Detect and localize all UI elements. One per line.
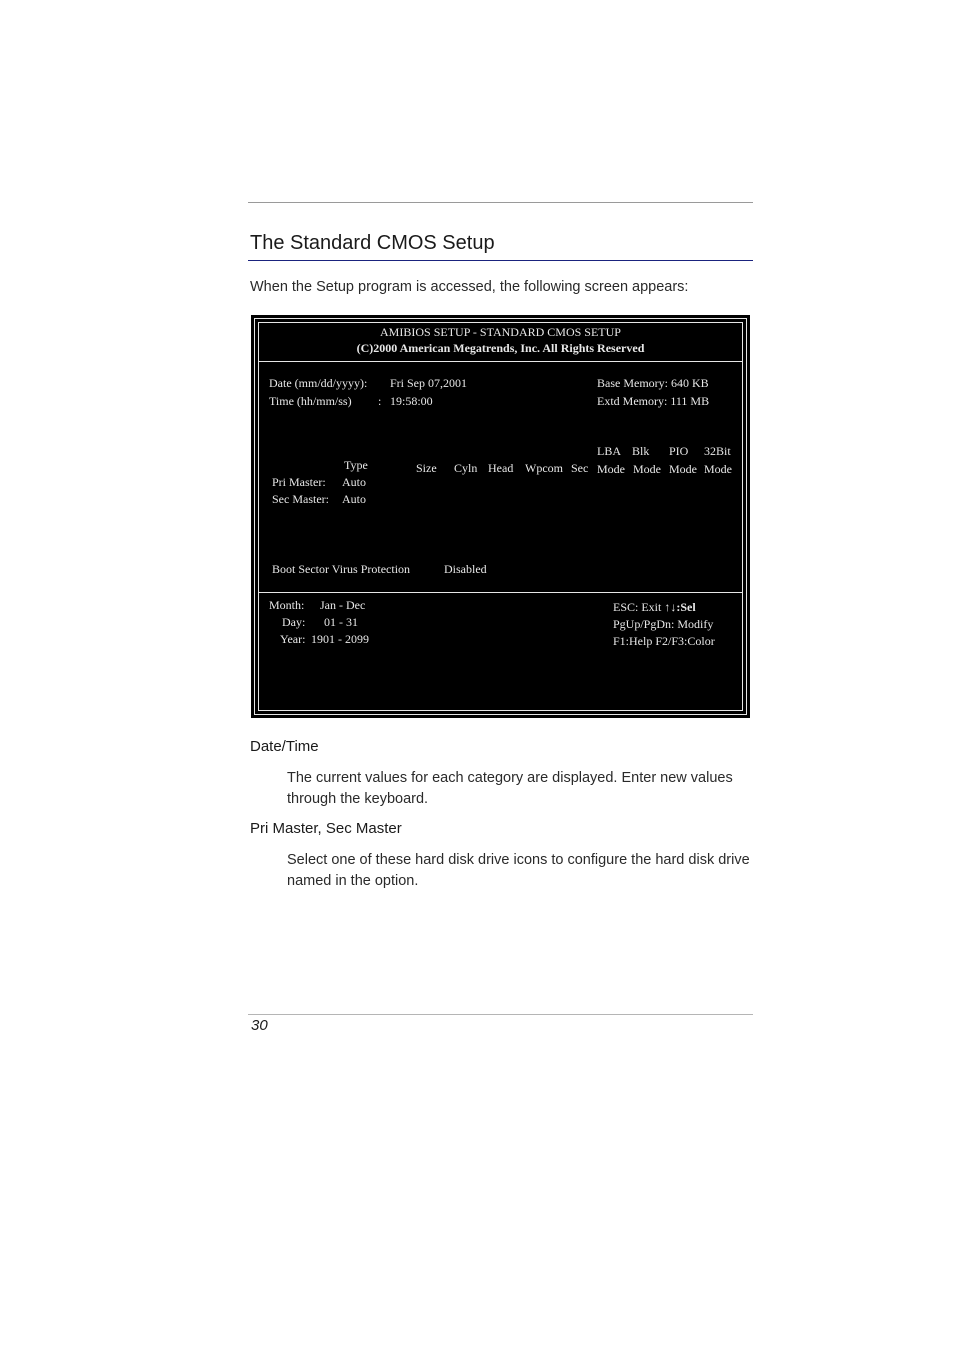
pri-master-value[interactable]: Auto — [342, 475, 366, 489]
year-range: 1901 - 2099 — [311, 632, 369, 646]
arrow-up-down-icon: ↑↓ — [664, 600, 677, 614]
help-f1-f2-f3: F1:Help F2/F3:Color — [613, 634, 715, 648]
page-number: 30 — [251, 1017, 268, 1034]
base-memory: Base Memory: 640 KB — [597, 376, 709, 390]
col-blk: Blk — [632, 444, 650, 458]
day-range: 01 - 31 — [324, 615, 358, 629]
col-32bit: 32Bit — [704, 444, 731, 458]
sec-master-label: Sec Master: — [272, 492, 329, 506]
col-type: Type — [344, 458, 368, 472]
col-lba: LBA — [597, 444, 621, 458]
title-underline — [248, 260, 753, 261]
sec-master-value[interactable]: Auto — [342, 492, 366, 506]
time-label: Time (hh/mm/ss) — [269, 394, 352, 408]
bios-header-divider — [258, 361, 743, 362]
col-blk-mode: Mode — [633, 462, 661, 476]
time-separator: : — [378, 394, 382, 408]
col-lba-mode: Mode — [597, 462, 625, 476]
time-value[interactable]: 19:58:00 — [390, 394, 433, 408]
bios-header-copyright: (C)2000 American Megatrends, Inc. All Rights Reserved — [356, 341, 645, 355]
help-esc-label: ESC: Exit — [613, 600, 662, 614]
month-range: Jan - Dec — [320, 598, 366, 612]
pri-master-label: Pri Master: — [272, 475, 326, 489]
col-pio: PIO — [669, 444, 689, 458]
extd-memory: Extd Memory: 111 MB — [597, 394, 710, 408]
date-value[interactable]: Fri Sep 07,2001 — [390, 376, 468, 390]
year-label: Year: — [280, 632, 306, 646]
help-pgup-pgdn: PgUp/PgDn: Modify — [613, 617, 714, 631]
col-32bit-mode: Mode — [704, 462, 732, 476]
section-heading-date-time: Date/Time — [250, 738, 319, 755]
month-label: Month: — [269, 598, 305, 612]
col-cyln: Cyln — [454, 461, 478, 475]
boot-sector-label: Boot Sector Virus Protection — [272, 562, 411, 576]
bios-header-title: AMIBIOS SETUP - STANDARD CMOS SETUP — [380, 325, 621, 339]
top-divider — [248, 202, 753, 203]
boot-sector-value[interactable]: Disabled — [444, 562, 487, 576]
bottom-divider — [248, 1014, 753, 1015]
bios-screen — [251, 315, 750, 718]
col-wpcom: Wpcom — [525, 461, 563, 475]
help-esc-exit — [613, 600, 696, 614]
date-label: Date (mm/dd/yyyy): — [269, 376, 368, 390]
bios-footer-divider — [258, 592, 743, 593]
section-text-date-time: The current values for each category are displayed. Enter new values through the keyboard. — [287, 770, 733, 807]
col-sec: Sec — [571, 461, 589, 475]
section-heading-pri-sec-master: Pri Master, Sec Master — [250, 820, 402, 837]
col-pio-mode: Mode — [669, 462, 697, 476]
intro-text: When the Setup program is accessed, the following screen appears: — [250, 279, 689, 295]
help-sel-label: :Sel — [676, 600, 696, 614]
col-head: Head — [488, 461, 514, 475]
day-label: Day: — [282, 615, 306, 629]
col-size: Size — [416, 461, 437, 475]
page-title: The Standard CMOS Setup — [250, 232, 495, 254]
section-text-pri-sec-master: Select one of these hard disk drive icons to configure the hard disk drive named in the option. — [287, 852, 750, 889]
